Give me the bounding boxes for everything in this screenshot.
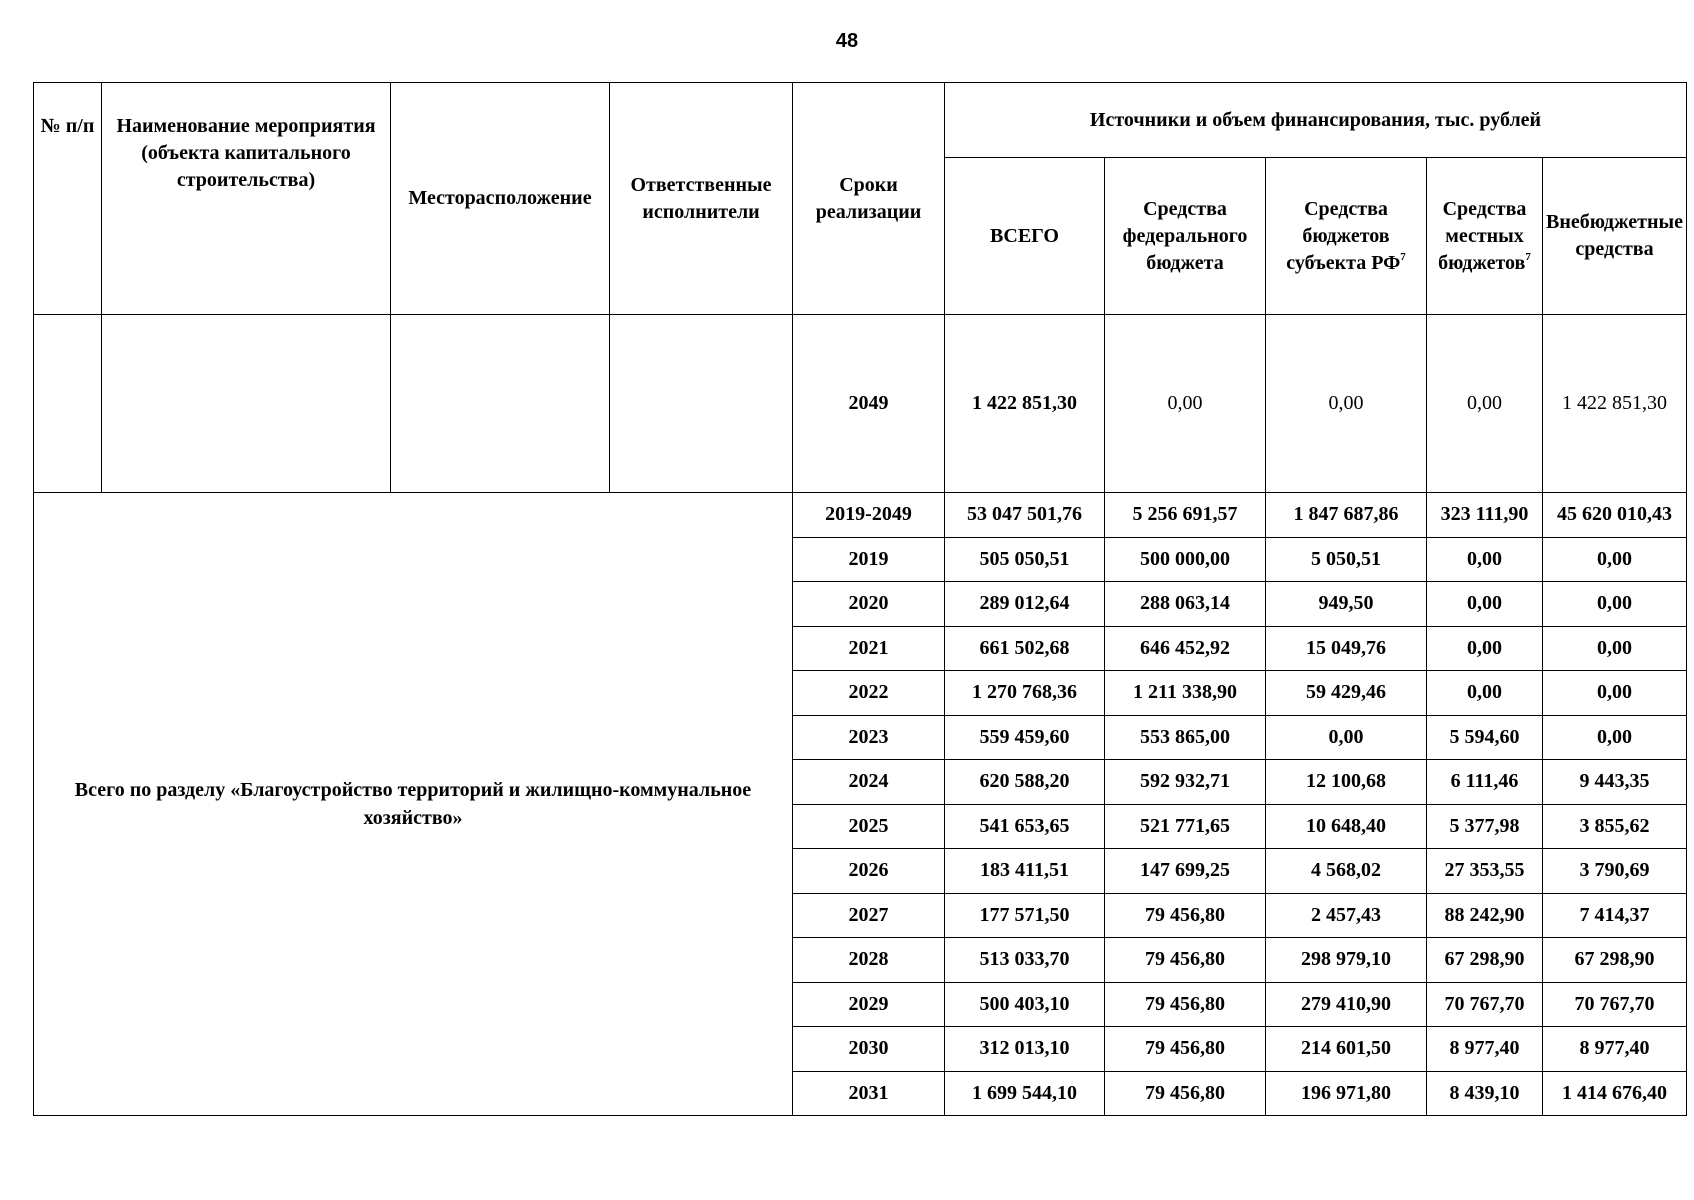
summary-extra-cell: 1 414 676,40 <box>1543 1071 1687 1116</box>
item-location <box>391 315 610 493</box>
summary-total-cell: 513 033,70 <box>945 938 1105 983</box>
summary-total-cell: 312 013,10 <box>945 1027 1105 1072</box>
summary-federal-cell: 79 456,80 <box>1105 1027 1266 1072</box>
summary-total-cell: 1 699 544,10 <box>945 1071 1105 1116</box>
summary-local-cell: 5 594,60 <box>1427 715 1543 760</box>
summary-extra-cell: 70 767,70 <box>1543 982 1687 1027</box>
summary-regional-cell: 12 100,68 <box>1266 760 1427 805</box>
summary-extra-cell: 0,00 <box>1543 715 1687 760</box>
summary-regional-cell: 15 049,76 <box>1266 626 1427 671</box>
header-local-text: Средства местных бюджетов <box>1438 197 1527 274</box>
summary-year-cell: 2025 <box>793 804 945 849</box>
summary-year-cell: 2020 <box>793 582 945 627</box>
summary-year-cell: 2028 <box>793 938 945 983</box>
summary-total-cell: 661 502,68 <box>945 626 1105 671</box>
summary-total-cell: 620 588,20 <box>945 760 1105 805</box>
summary-local-cell: 0,00 <box>1427 582 1543 627</box>
header-num: № п/п <box>34 83 102 315</box>
summary-extra-cell: 45 620 010,43 <box>1543 493 1687 538</box>
section-total-label: Всего по разделу «Благоустройство территорий и жилищно-коммунальное хозяйство» <box>34 493 793 1116</box>
summary-regional-cell: 0,00 <box>1266 715 1427 760</box>
summary-year-cell: 2021 <box>793 626 945 671</box>
summary-year-cell: 2031 <box>793 1071 945 1116</box>
summary-extra-cell: 3 855,62 <box>1543 804 1687 849</box>
summary-local-cell: 0,00 <box>1427 626 1543 671</box>
summary-local-cell: 88 242,90 <box>1427 893 1543 938</box>
summary-local-cell: 67 298,90 <box>1427 938 1543 983</box>
summary-total-cell: 505 050,51 <box>945 537 1105 582</box>
header-local <box>1427 158 1543 315</box>
item-responsible <box>610 315 793 493</box>
summary-extra-cell: 7 414,37 <box>1543 893 1687 938</box>
summary-year-cell: 2023 <box>793 715 945 760</box>
header-name: Наименование мероприятия (объекта капитального строительства) <box>102 83 391 315</box>
item-num <box>34 315 102 493</box>
summary-local-cell: 8 439,10 <box>1427 1071 1543 1116</box>
item-local: 0,00 <box>1427 315 1543 493</box>
summary-regional-cell: 59 429,46 <box>1266 671 1427 716</box>
summary-regional-cell: 10 648,40 <box>1266 804 1427 849</box>
summary-federal-cell: 79 456,80 <box>1105 1071 1266 1116</box>
summary-local-cell: 27 353,55 <box>1427 849 1543 894</box>
summary-total-cell: 559 459,60 <box>945 715 1105 760</box>
summary-federal-cell: 553 865,00 <box>1105 715 1266 760</box>
summary-row <box>34 493 1687 538</box>
header-federal: Средства федерального бюджета <box>1105 158 1266 315</box>
summary-year-cell: 2029 <box>793 982 945 1027</box>
summary-extra-cell: 8 977,40 <box>1543 1027 1687 1072</box>
header-period: Сроки реализации <box>793 83 945 315</box>
summary-local-cell: 70 767,70 <box>1427 982 1543 1027</box>
summary-local-cell: 0,00 <box>1427 537 1543 582</box>
summary-federal-cell: 79 456,80 <box>1105 893 1266 938</box>
summary-local-cell: 0,00 <box>1427 671 1543 716</box>
item-federal: 0,00 <box>1105 315 1266 493</box>
header-regional-text: Средства бюджетов субъекта РФ <box>1286 197 1401 274</box>
summary-regional-cell: 298 979,10 <box>1266 938 1427 983</box>
summary-year-cell: 2022 <box>793 671 945 716</box>
summary-federal-cell: 288 063,14 <box>1105 582 1266 627</box>
header-location: Месторасположение <box>391 83 610 315</box>
summary-section <box>34 493 1687 1116</box>
summary-federal-cell: 592 932,71 <box>1105 760 1266 805</box>
header-sources: Источники и объем финансирования, тыс. рублей <box>945 83 1687 158</box>
header-responsible: Ответственные исполнители <box>610 83 793 315</box>
summary-year-cell: 2030 <box>793 1027 945 1072</box>
item-row <box>34 315 1687 493</box>
summary-federal-cell: 1 211 338,90 <box>1105 671 1266 716</box>
summary-total-cell: 289 012,64 <box>945 582 1105 627</box>
summary-local-cell: 6 111,46 <box>1427 760 1543 805</box>
summary-regional-cell: 949,50 <box>1266 582 1427 627</box>
summary-regional-cell: 4 568,02 <box>1266 849 1427 894</box>
summary-total-cell: 1 270 768,36 <box>945 671 1105 716</box>
summary-local-cell: 323 111,90 <box>1427 493 1543 538</box>
summary-year-cell: 2024 <box>793 760 945 805</box>
item-year: 2049 <box>793 315 945 493</box>
summary-regional-cell: 1 847 687,86 <box>1266 493 1427 538</box>
summary-regional-cell: 196 971,80 <box>1266 1071 1427 1116</box>
summary-total-cell: 183 411,51 <box>945 849 1105 894</box>
header-regional <box>1266 158 1427 315</box>
header-extra: Внебюджетные средства <box>1543 158 1687 315</box>
item-regional: 0,00 <box>1266 315 1427 493</box>
summary-federal-cell: 521 771,65 <box>1105 804 1266 849</box>
summary-federal-cell: 500 000,00 <box>1105 537 1266 582</box>
summary-regional-cell: 5 050,51 <box>1266 537 1427 582</box>
summary-year-cell: 2019-2049 <box>793 493 945 538</box>
summary-regional-cell: 279 410,90 <box>1266 982 1427 1027</box>
footnote-marker: 7 <box>1525 250 1531 263</box>
summary-federal-cell: 147 699,25 <box>1105 849 1266 894</box>
summary-local-cell: 8 977,40 <box>1427 1027 1543 1072</box>
summary-federal-cell: 79 456,80 <box>1105 982 1266 1027</box>
summary-total-cell: 541 653,65 <box>945 804 1105 849</box>
summary-regional-cell: 214 601,50 <box>1266 1027 1427 1072</box>
summary-extra-cell: 0,00 <box>1543 582 1687 627</box>
summary-extra-cell: 0,00 <box>1543 626 1687 671</box>
summary-total-cell: 500 403,10 <box>945 982 1105 1027</box>
summary-total-cell: 177 571,50 <box>945 893 1105 938</box>
summary-federal-cell: 5 256 691,57 <box>1105 493 1266 538</box>
item-extra: 1 422 851,30 <box>1543 315 1687 493</box>
header-total: ВСЕГО <box>945 158 1105 315</box>
summary-total-cell: 53 047 501,76 <box>945 493 1105 538</box>
summary-extra-cell: 0,00 <box>1543 671 1687 716</box>
page-number: 48 <box>835 30 859 52</box>
footnote-marker: 7 <box>1400 250 1406 263</box>
summary-extra-cell: 0,00 <box>1543 537 1687 582</box>
summary-year-cell: 2019 <box>793 537 945 582</box>
financing-table <box>33 82 1687 1116</box>
summary-extra-cell: 9 443,35 <box>1543 760 1687 805</box>
summary-federal-cell: 646 452,92 <box>1105 626 1266 671</box>
summary-federal-cell: 79 456,80 <box>1105 938 1266 983</box>
summary-local-cell: 5 377,98 <box>1427 804 1543 849</box>
summary-extra-cell: 67 298,90 <box>1543 938 1687 983</box>
summary-regional-cell: 2 457,43 <box>1266 893 1427 938</box>
item-name <box>102 315 391 493</box>
summary-year-cell: 2027 <box>793 893 945 938</box>
item-total: 1 422 851,30 <box>945 315 1105 493</box>
summary-extra-cell: 3 790,69 <box>1543 849 1687 894</box>
summary-year-cell: 2026 <box>793 849 945 894</box>
